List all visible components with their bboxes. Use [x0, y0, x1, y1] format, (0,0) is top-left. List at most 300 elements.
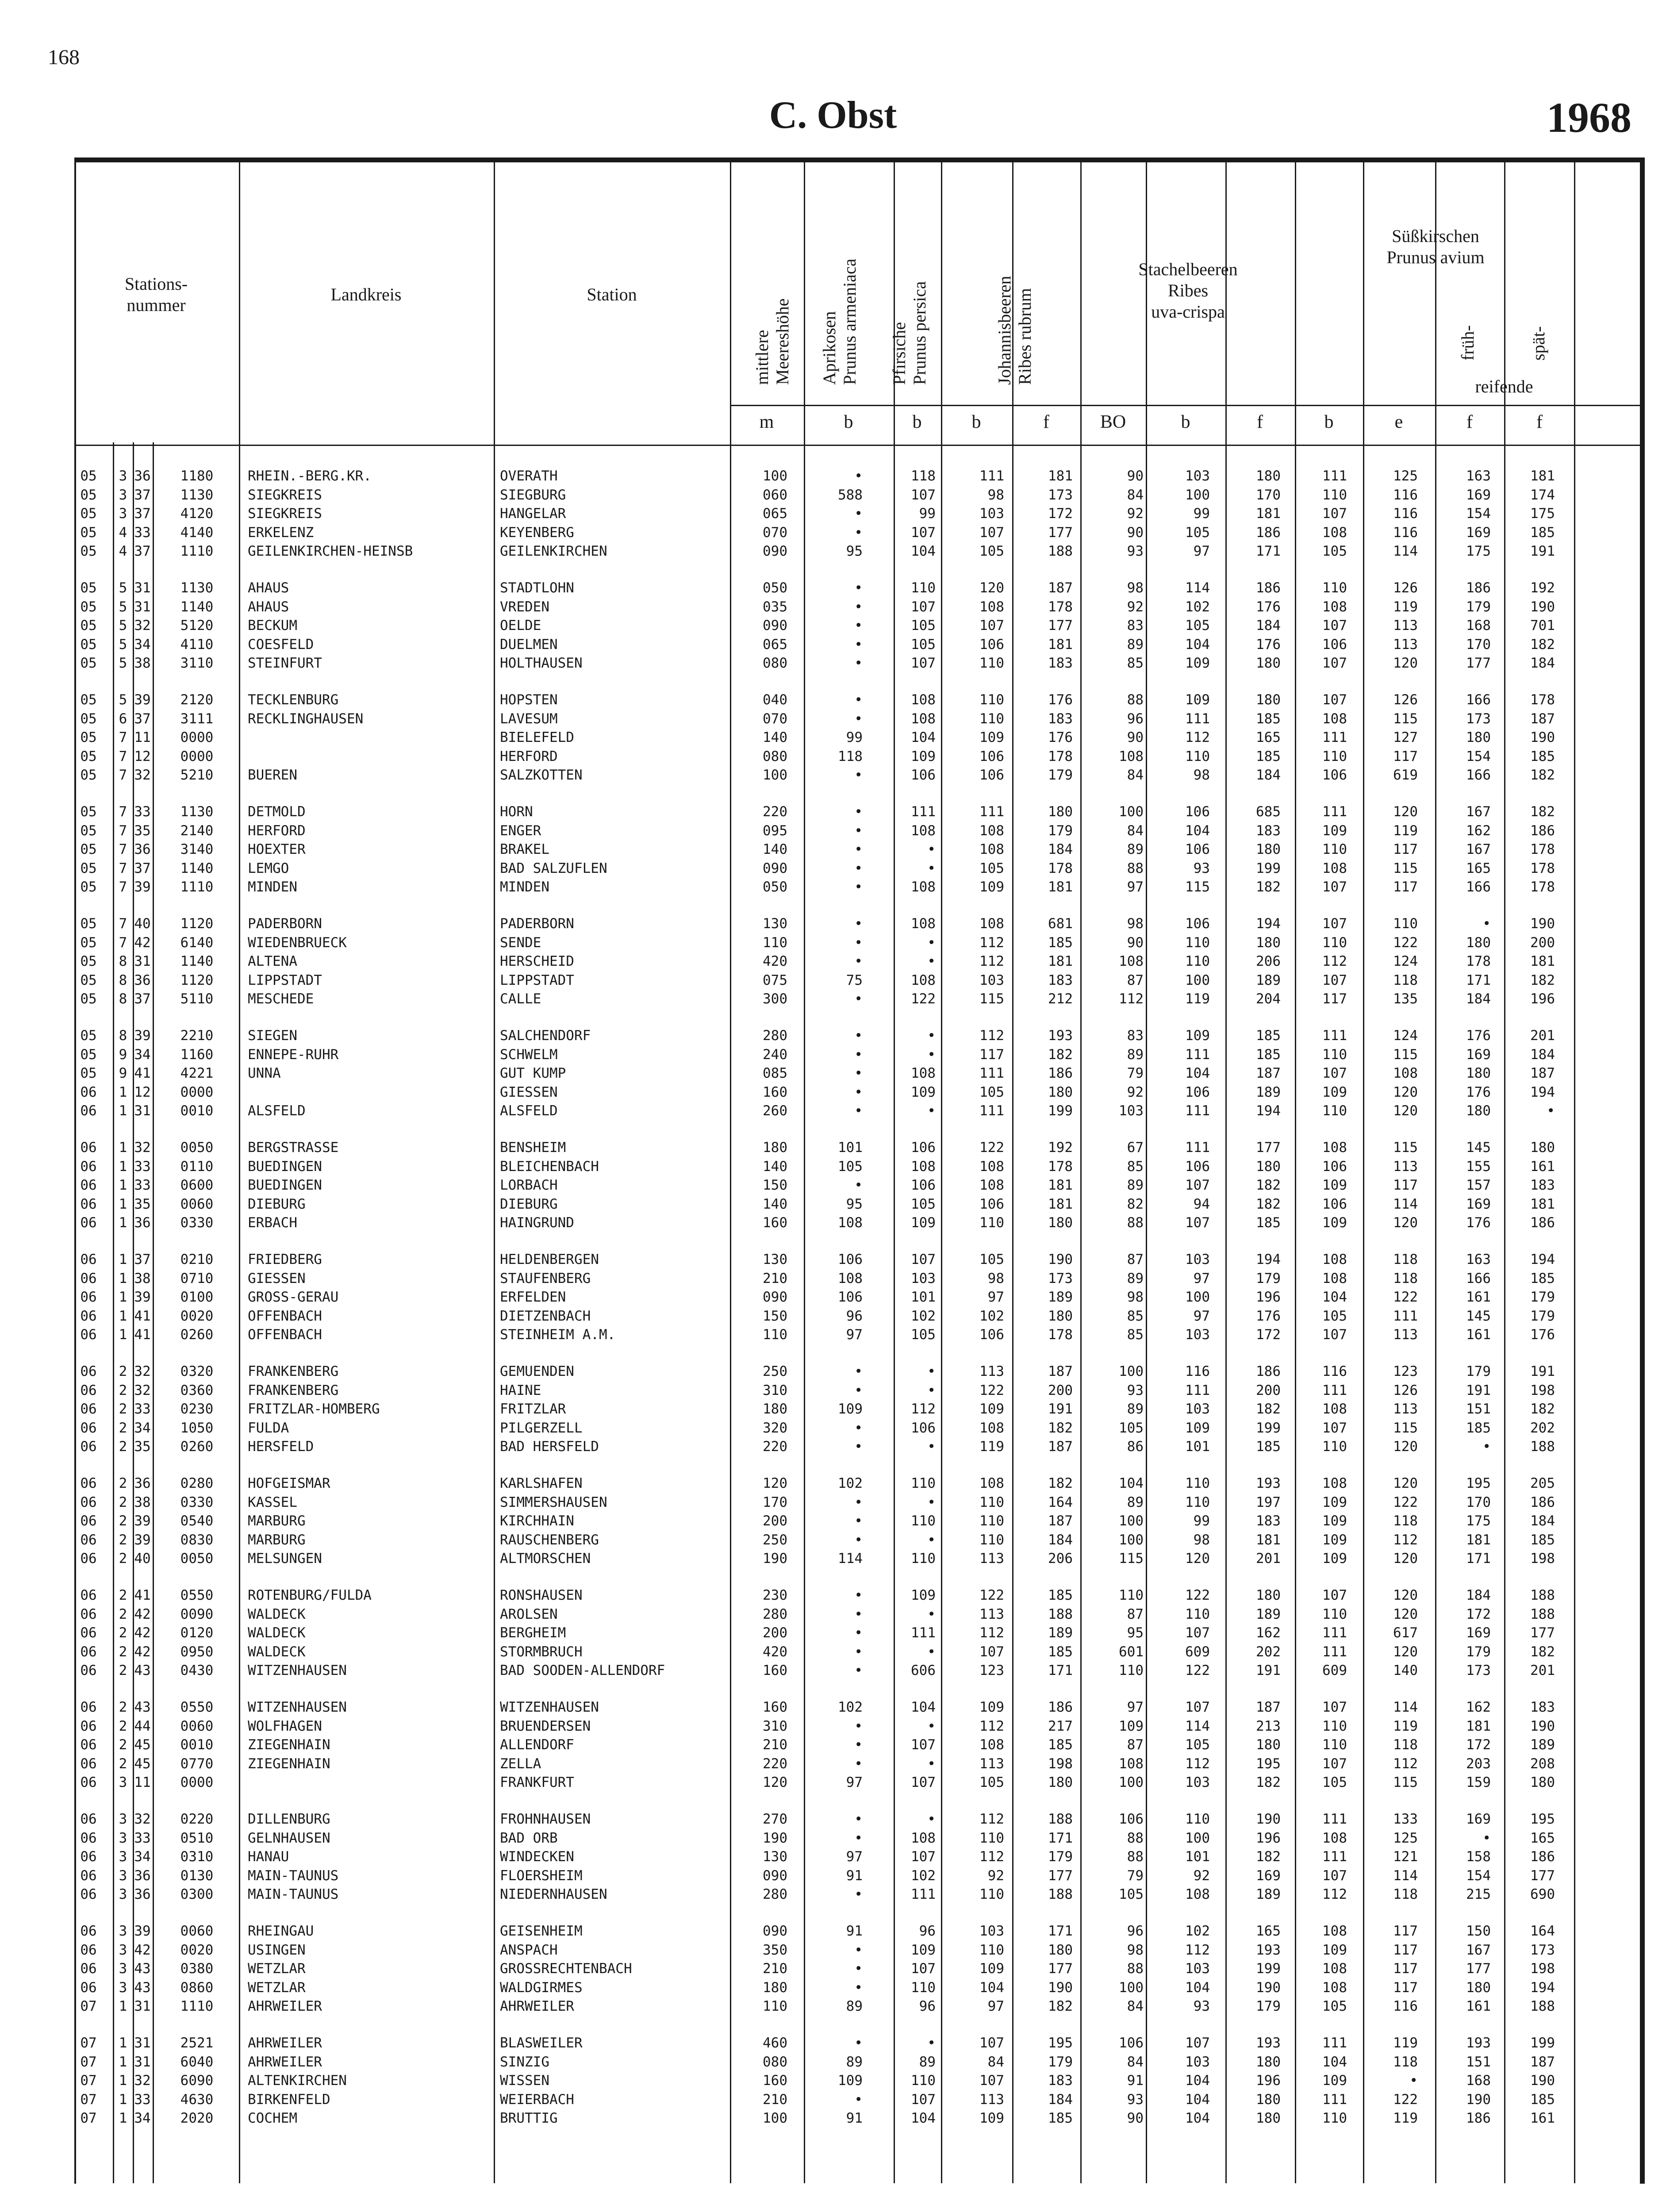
table-cell: • [854, 692, 863, 708]
table-cell: 106 [1322, 1158, 1347, 1175]
table-cell: • [854, 1420, 863, 1436]
table-cell: 06 [80, 1382, 97, 1398]
table-cell: • [854, 1439, 863, 1455]
table-cell: 4110 [180, 636, 214, 653]
table-cell: 109 [1322, 1551, 1347, 1567]
table-cell: 7 [119, 748, 127, 764]
table-cell: 96 [919, 1923, 936, 1939]
table-cell: 110 [1322, 1737, 1347, 1753]
table-cell: 31 [134, 2035, 151, 2051]
table-cell: 100 [1185, 487, 1210, 503]
table-cell: 0380 [180, 1961, 214, 1977]
table-cell: 109 [979, 730, 1004, 746]
table-cell: 06 [80, 1420, 97, 1436]
table-cell: 230 [763, 1587, 787, 1603]
table-cell: 93 [1193, 1998, 1210, 2015]
table-cell: • [854, 710, 863, 727]
table-cell: 93 [1127, 2091, 1144, 2108]
table-cell: 109 [1322, 1215, 1347, 1231]
table-cell: 217 [1048, 1718, 1073, 1734]
table-cell: 90 [1127, 934, 1144, 951]
table-cell: 109 [911, 1587, 936, 1603]
table-cell: 100 [763, 767, 787, 783]
table-cell: 43 [134, 1979, 151, 1996]
table-cell: 100 [1119, 1979, 1144, 1996]
table-cell: 198 [1530, 1382, 1555, 1398]
table-cell: 108 [1185, 1886, 1210, 1903]
table-cell: 0000 [180, 1774, 214, 1791]
table-cell: 2 [119, 1401, 127, 1417]
table-cell: • [854, 468, 863, 484]
table-cell: 1 [119, 2035, 127, 2051]
table-cell: 89 [1127, 1177, 1144, 1194]
cell-station: MINDEN [500, 879, 549, 895]
table-cell: 106 [911, 1420, 936, 1436]
table-cell: 5120 [180, 618, 214, 634]
cell-station: DIETZENBACH [500, 1308, 591, 1324]
table-cell: 110 [1322, 1103, 1347, 1119]
cell-landkreis: KASSEL [248, 1494, 297, 1510]
table-cell: 113 [979, 1606, 1004, 1622]
table-cell: • [854, 618, 863, 634]
table-cell: 184 [1466, 1587, 1491, 1603]
table-cell: 1120 [180, 916, 214, 932]
table-cell: 108 [979, 841, 1004, 858]
table-cell: 123 [979, 1663, 1004, 1679]
table-cell: 06 [80, 1363, 97, 1379]
table-cell: 06 [80, 1289, 97, 1306]
cell-landkreis: MAIN-TAUNUS [248, 1867, 339, 1884]
table-cell: 33 [134, 1401, 151, 1417]
cell-landkreis: RECKLINGHAUSEN [248, 710, 364, 727]
table-cell: 186 [1530, 822, 1555, 839]
table-cell: 114 [1185, 1718, 1210, 1734]
table-cell: 96 [846, 1308, 863, 1324]
table-cell: 109 [979, 1699, 1004, 1715]
table-cell: 39 [134, 1289, 151, 1306]
table-cell: 115 [979, 991, 1004, 1007]
table-cell: 169 [1466, 1811, 1491, 1827]
table-cell: 82 [1127, 1196, 1144, 1212]
table-cell: 151 [1466, 2054, 1491, 2070]
table-cell: 122 [1185, 1663, 1210, 1679]
table-cell: 39 [134, 1532, 151, 1548]
table-cell: 1 [119, 1998, 127, 2015]
table-cell: 117 [1393, 1177, 1418, 1194]
table-cell: 120 [1393, 655, 1418, 672]
table-cell: 5110 [180, 991, 214, 1007]
table-cell: 97 [1193, 543, 1210, 560]
table-cell: 1 [119, 2073, 127, 2089]
table-cell: 0090 [180, 1606, 214, 1622]
table-cell: 204 [1256, 991, 1281, 1007]
table-cell: 85 [1127, 1308, 1144, 1324]
table-cell: 169 [1466, 1196, 1491, 1212]
table-cell: 06 [80, 1942, 97, 1958]
table-cell: 109 [1322, 1532, 1347, 1548]
table-cell: 108 [911, 1830, 936, 1846]
table-cell: • [854, 916, 863, 932]
table-cell: 685 [1256, 804, 1281, 820]
table-cell: 121 [1393, 1849, 1418, 1865]
table-cell: 06 [80, 1625, 97, 1641]
table-cell: • [854, 1942, 863, 1958]
table-cell: 39 [134, 1513, 151, 1529]
table-cell: 185 [1256, 1046, 1281, 1063]
table-cell: 06 [80, 1979, 97, 1996]
table-cell: 191 [1466, 1382, 1491, 1398]
table-cell: • [854, 767, 863, 783]
table-cell: 103 [1185, 1252, 1210, 1267]
table-cell: 36 [134, 1867, 151, 1884]
table-cell: 1 [119, 1327, 127, 1343]
table-cell: 111 [1322, 2091, 1347, 2108]
table-cell: 196 [1256, 1830, 1281, 1846]
cell-landkreis: MINDEN [248, 879, 297, 895]
table-cell: 108 [1322, 524, 1347, 541]
table-cell: 111 [1322, 804, 1347, 820]
table-cell: 1130 [180, 580, 214, 596]
table-cell: 188 [1530, 1998, 1555, 2015]
table-cell: 165 [1256, 730, 1281, 746]
table-cell: 07 [80, 2110, 97, 2127]
table-cell: 7 [119, 730, 127, 746]
header-stachelbeeren: Stachelbeeren Ribes uva-crispa [1138, 259, 1238, 322]
table-cell: 0600 [180, 1177, 214, 1194]
table-cell: 4120 [180, 506, 214, 522]
table-cell: 100 [763, 468, 787, 484]
table-cell: 107 [911, 2091, 936, 2108]
table-cell: 188 [1530, 1587, 1555, 1603]
table-cell: 182 [1256, 1196, 1281, 1212]
table-cell: • [927, 1028, 936, 1044]
cell-landkreis: FRIEDBERG [248, 1252, 322, 1267]
table-cell: 185 [1256, 1439, 1281, 1455]
table-cell: 88 [1127, 860, 1144, 876]
cell-landkreis: AHAUS [248, 580, 289, 596]
table-cell: 080 [763, 655, 787, 672]
table-cell: 1160 [180, 1046, 214, 1063]
table-cell: 588 [838, 487, 863, 503]
table-cell: 130 [763, 1252, 787, 1267]
table-cell: 105 [911, 1196, 936, 1212]
table-cell: 05 [80, 655, 97, 672]
table-cell: 192 [1048, 1140, 1073, 1156]
table-cell: 06 [80, 1475, 97, 1491]
table-cell: 85 [1127, 1158, 1144, 1175]
table-cell: • [854, 2035, 863, 2051]
cell-station: GEMUENDEN [500, 1363, 574, 1379]
table-cell: 185 [1048, 934, 1073, 951]
table-cell: 112 [1185, 1942, 1210, 1958]
table-cell: 181 [1048, 953, 1073, 970]
table-cell: 108 [979, 1420, 1004, 1436]
table-cell: 06 [80, 1811, 97, 1827]
table-cell: 41 [134, 1308, 151, 1324]
table-cell: 67 [1127, 1140, 1144, 1156]
table-cell: 36 [134, 1215, 151, 1231]
table-cell: 176 [1256, 636, 1281, 653]
table-cell: 97 [846, 1849, 863, 1865]
page-year: 1968 [1547, 94, 1631, 141]
table-cell: 0860 [180, 1979, 214, 1996]
table-cell: 92 [1127, 599, 1144, 615]
table-cell: 06 [80, 1513, 97, 1529]
table-cell: 0020 [180, 1308, 214, 1324]
table-cell: 115 [1393, 1774, 1418, 1791]
table-cell: 178 [1466, 953, 1491, 970]
table-cell: 180 [1466, 934, 1491, 951]
table-cell: 89 [1127, 1494, 1144, 1510]
table-cell: 198 [1048, 1755, 1073, 1772]
table-cell: 179 [1256, 1998, 1281, 2015]
table-cell: 130 [763, 916, 787, 932]
table-cell: 109 [1322, 822, 1347, 839]
table-cell: 180 [1256, 841, 1281, 858]
table-cell: 0010 [180, 1103, 214, 1119]
table-cell: 188 [1048, 1886, 1073, 1903]
table-cell: 205 [1530, 1475, 1555, 1491]
table-cell: 84 [1127, 1998, 1144, 2015]
table-cell: 35 [134, 1196, 151, 1212]
table-cell: 180 [1256, 692, 1281, 708]
table-cell: 185 [1256, 710, 1281, 727]
table-cell: 104 [1185, 822, 1210, 839]
table-cell: 117 [1393, 1961, 1418, 1977]
table-cell: 0260 [180, 1327, 214, 1343]
table-cell: 107 [979, 2035, 1004, 2051]
table-cell: 172 [1048, 506, 1073, 522]
table-cell: 180 [1256, 468, 1281, 484]
table-cell: 95 [846, 1196, 863, 1212]
table-cell: 104 [979, 1979, 1004, 1996]
table-cell: 107 [911, 1252, 936, 1267]
table-cell: 601 [1119, 1644, 1144, 1660]
table-cell: 187 [1256, 1699, 1281, 1715]
table-cell: 182 [1530, 636, 1555, 653]
table-cell: 110 [1322, 1718, 1347, 1734]
table-cell: 110 [979, 710, 1004, 727]
table-cell: 108 [911, 1158, 936, 1175]
cell-station: HERSCHEID [500, 953, 574, 970]
table-cell: 070 [763, 524, 787, 541]
table-cell: 177 [1048, 524, 1073, 541]
table-cell: 2120 [180, 692, 214, 708]
cell-landkreis: ZIEGENHAIN [248, 1755, 330, 1772]
table-cell: 210 [763, 1270, 787, 1286]
table-cell: 2 [119, 1439, 127, 1455]
table-cell: 32 [134, 2073, 151, 2089]
cell-station: BRUTTIG [500, 2110, 558, 2127]
table-cell: 84 [1127, 487, 1144, 503]
table-cell: 38 [134, 1270, 151, 1286]
table-cell: 101 [1185, 1439, 1210, 1455]
cell-station: STEINHEIM A.M. [500, 1327, 616, 1343]
table-cell: 34 [134, 1046, 151, 1063]
cell-landkreis: GIESSEN [248, 1270, 306, 1286]
cell-landkreis: BECKUM [248, 618, 297, 634]
table-cell: 113 [1393, 618, 1418, 634]
unit-label: f [1536, 412, 1543, 432]
table-cell: 91 [846, 2110, 863, 2127]
table-cell: • [854, 841, 863, 858]
table-cell: 2521 [180, 2035, 214, 2051]
cell-landkreis: BUEREN [248, 767, 297, 783]
table-cell: 116 [1393, 487, 1418, 503]
table-cell: 109 [1185, 1028, 1210, 1044]
table-cell: 194 [1256, 1103, 1281, 1119]
cell-station: HERFORD [500, 748, 558, 764]
table-cell: 33 [134, 1830, 151, 1846]
table-cell: 110 [911, 1513, 936, 1529]
table-cell: 7 [119, 822, 127, 839]
table-cell: 0110 [180, 1158, 214, 1175]
table-cell: • [854, 1587, 863, 1603]
table-cell: 090 [763, 618, 787, 634]
table-cell: 0000 [180, 748, 214, 764]
table-cell: 113 [1393, 1158, 1418, 1175]
table-cell: 122 [1393, 1494, 1418, 1510]
table-cell: 31 [134, 580, 151, 596]
cell-station: KEYENBERG [500, 524, 574, 541]
cell-station: BENSHEIM [500, 1140, 566, 1156]
table-cell: • [854, 1177, 863, 1194]
table-cell: 107 [979, 618, 1004, 634]
table-cell: 97 [987, 1289, 1004, 1306]
table-cell: 32 [134, 1140, 151, 1156]
table-cell: 107 [1322, 1587, 1347, 1603]
table-cell: 2 [119, 1625, 127, 1641]
table-cell: 179 [1466, 599, 1491, 615]
table-cell: 05 [80, 822, 97, 839]
cell-station: SALZKOTTEN [500, 767, 583, 783]
cell-landkreis: HANAU [248, 1849, 289, 1865]
table-cell: 0430 [180, 1663, 214, 1679]
table-cell: 181 [1048, 1177, 1073, 1194]
table-cell: 180 [1256, 2091, 1281, 2108]
table-cell: 105 [911, 1327, 936, 1343]
table-cell: 41 [134, 1065, 151, 1082]
table-cell: 107 [1322, 1699, 1347, 1715]
table-cell: 105 [979, 860, 1004, 876]
table-cell: 191 [1256, 1663, 1281, 1679]
table-cell: 0330 [180, 1494, 214, 1510]
table-cell: 125 [1393, 1830, 1418, 1846]
table-cell: 97 [1193, 1308, 1210, 1324]
table-cell: 97 [846, 1774, 863, 1791]
table-cell: 168 [1466, 618, 1491, 634]
table-cell: 117 [1393, 879, 1418, 895]
table-cell: 2 [119, 1737, 127, 1753]
table-cell: 3 [119, 1811, 127, 1827]
table-cell: 06 [80, 1961, 97, 1977]
table-cell: 110 [979, 1494, 1004, 1510]
cell-landkreis: BERGSTRASSE [248, 1140, 339, 1156]
table-cell: • [1482, 916, 1491, 932]
table-cell: 7 [119, 934, 127, 951]
cell-landkreis: LEMGO [248, 860, 289, 876]
cell-station: DUELMEN [500, 636, 558, 653]
table-cell: 06 [80, 1830, 97, 1846]
table-cell: 98 [1127, 1289, 1144, 1306]
table-cell: 90 [1127, 2110, 1144, 2127]
table-cell: 176 [1048, 692, 1073, 708]
table-cell: 124 [1393, 953, 1418, 970]
table-cell: 187 [1048, 1439, 1073, 1455]
table-cell: 0210 [180, 1252, 214, 1267]
table-cell: 107 [979, 524, 1004, 541]
table-cell: 07 [80, 2054, 97, 2070]
table-cell: 0510 [180, 1830, 214, 1846]
cell-landkreis: MARBURG [248, 1532, 306, 1548]
table-cell: 05 [80, 748, 97, 764]
table-cell: • [854, 636, 863, 653]
table-cell: 0260 [180, 1439, 214, 1455]
table-cell: 109 [1185, 1420, 1210, 1436]
table-cell: 188 [1048, 1606, 1073, 1622]
table-cell: 99 [1193, 506, 1210, 522]
table-cell: 102 [979, 1308, 1004, 1324]
table-cell: 88 [1127, 1849, 1144, 1865]
cell-landkreis: AHRWEILER [248, 2054, 322, 2070]
table-cell: 3 [119, 1979, 127, 1996]
table-cell: 198 [1530, 1961, 1555, 1977]
table-cell: 114 [1393, 1196, 1418, 1212]
table-cell: 108 [911, 972, 936, 988]
table-cell: • [927, 1811, 936, 1827]
table-cell: 05 [80, 916, 97, 932]
table-cell: 118 [1393, 1886, 1418, 1903]
table-cell: 177 [1530, 1625, 1555, 1641]
table-cell: 197 [1256, 1494, 1281, 1510]
table-cell: 080 [763, 2054, 787, 2070]
table-cell: 05 [80, 934, 97, 951]
table-cell: 105 [1119, 1886, 1144, 1903]
table-cell: • [854, 1663, 863, 1679]
table-cell: 173 [1530, 1942, 1555, 1958]
table-cell: 118 [838, 748, 863, 764]
table-cell: 120 [1393, 1084, 1418, 1100]
table-cell: 701 [1530, 618, 1555, 634]
table-cell: 108 [1322, 1401, 1347, 1417]
cell-landkreis: MELSUNGEN [248, 1551, 322, 1567]
table-cell: 107 [1185, 1215, 1210, 1231]
table-cell: 110 [979, 1886, 1004, 1903]
table-cell: 171 [1048, 1663, 1073, 1679]
table-cell: 93 [1127, 543, 1144, 560]
cell-station: HAINE [500, 1382, 541, 1398]
cell-station: FROHNHAUSEN [500, 1811, 591, 1827]
table-cell: 182 [1256, 1774, 1281, 1791]
table-cell: 190 [1048, 1252, 1073, 1267]
table-cell: 2 [119, 1382, 127, 1398]
table-cell: 179 [1530, 1289, 1555, 1306]
table-cell: 188 [1530, 1439, 1555, 1455]
table-cell: 177 [1530, 1867, 1555, 1884]
table-cell: 171 [1048, 1830, 1073, 1846]
table-cell: 184 [1530, 1513, 1555, 1529]
table-cell: 103 [911, 1270, 936, 1286]
table-cell: 1110 [180, 879, 214, 895]
table-cell: 140 [763, 730, 787, 746]
table-cell: 109 [979, 1961, 1004, 1977]
table-cell: 108 [911, 879, 936, 895]
table-cell: 181 [1530, 468, 1555, 484]
table-cell: 89 [1127, 1270, 1144, 1286]
column-divider [239, 159, 240, 2183]
table-cell: 105 [979, 1252, 1004, 1267]
table-cell: 3 [119, 1961, 127, 1977]
